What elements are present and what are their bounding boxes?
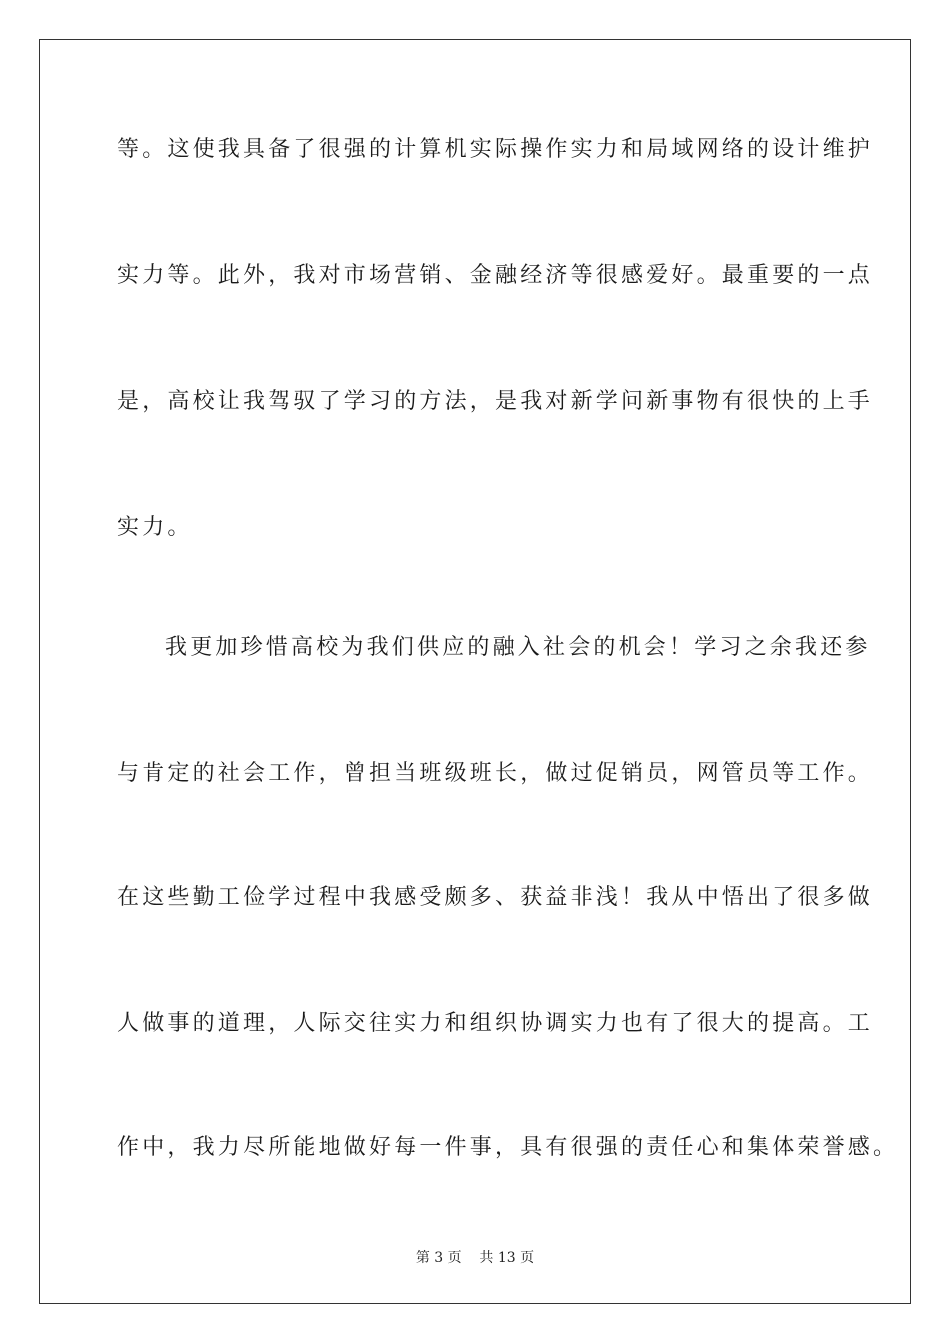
body-line-1: 等。这使我具备了很强的计算机实际操作实力和局域网络的设计维护 (117, 137, 874, 162)
page-border (39, 39, 911, 1304)
body-line-8: 人做事的道理，人际交往实力和组织协调实力也有了很大的提高。工 (117, 1011, 874, 1036)
body-line-2: 实力等。此外，我对市场营销、金融经济等很感爱好。最重要的一点 (117, 263, 874, 288)
body-line-7: 在这些勤工俭学过程中我感受颇多、获益非浅！我从中悟出了很多做 (117, 885, 874, 910)
body-line-6: 与肯定的社会工作，曾担当班级班长，做过促销员，网管员等工作。 (117, 761, 874, 786)
body-line-9: 作中，我力尽所能地做好每一件事，具有很强的责任心和集体荣誉感。 (117, 1135, 899, 1160)
page-number-footer: 第 3 页 共 13 页 (415, 1250, 535, 1266)
body-line-4: 实力。 (117, 515, 193, 540)
body-line-5: 我更加珍惜高校为我们供应的融入社会的机会！学习之余我还参 (165, 635, 871, 660)
body-line-3: 是，高校让我驾驭了学习的方法，是我对新学问新事物有很快的上手 (117, 389, 874, 414)
